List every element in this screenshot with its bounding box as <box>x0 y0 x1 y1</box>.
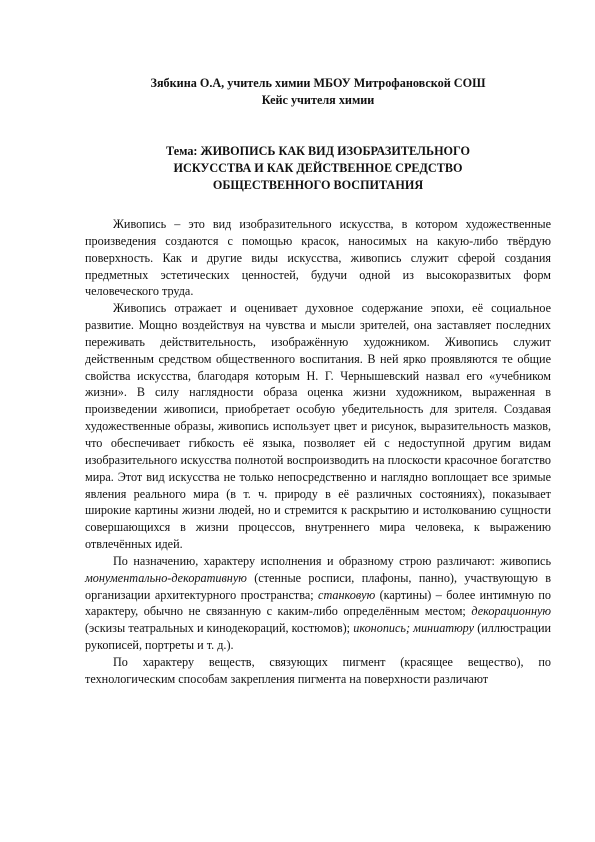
term-monumental: монументально-декоративную <box>85 570 247 585</box>
paragraph-1: Живопись – это вид изобразительного искусства, в котором художественные произведения создаются с помощью красок, наносимых на какую-либо твёрдую поверхность. Как и другие виды искусства, живопись служит сферой создания предметных эстетических ценностей, будучи одной из высокоразвитых форм человеческого труда. <box>85 217 551 299</box>
term-easel: станковую <box>318 587 376 602</box>
document-body <box>85 216 551 688</box>
title-line-3: ОБЩЕСТВЕННОГО ВОСПИТАНИЯ <box>212 178 424 192</box>
title-line-2: ИСКУССТВА И КАК ДЕЙСТВЕННОЕ СРЕДСТВО <box>173 161 463 175</box>
paragraph-4: По характеру веществ, связующих пигмент (красящее вещество), по технологическим способам закрепления пигмента на поверхности различают <box>85 654 551 686</box>
document-title <box>85 143 551 194</box>
paragraph-3 <box>85 553 551 654</box>
paragraph-3-text-2: (стенные росписи, плафоны, панно), участвующую в организации архитектурного пространства; <box>85 570 551 602</box>
document-subtitle: Кейс учителя химии <box>261 93 375 107</box>
title-line-1: Тема: ЖИВОПИСЬ КАК ВИД ИЗОБРАЗИТЕЛЬНОГО <box>166 144 470 158</box>
paragraph-3-text-1: По назначению, характеру исполнения и образному строю различают: живопись <box>113 553 551 568</box>
paragraph-2: Живопись отражает и оценивает духовное содержание эпохи, её социальное развитие. Мощно воздействуя на чувства и мысли зрителей, она заставляет последних переживать действительность, изображённую художником. Живопись служит действенным средством общественного воспитания. В ней ярко проявляются те общие свойства искусства, благодаря которым Н. Г. Чернышевский назвал его «учебником жизни». В силу наглядности образа оценка жизни художником, выраженная в произведении живописи, приобретает особую убедительность для зрителя. Создавая художественные образы, живопись использует цвет и рисунок, выразительность мазков, что обеспечивает гибкость её языка, позволяет ей с недоступной другим видам изобразительного искусства полнотой воспроизводить на плоскости красочное богатство мира. Этот вид искусства не только непосредственно и наглядно воплощает все зримые явления реального мира (в т. ч. природу в её различных состояниях), показывает широкие картины жизни людей, но и стремится к раскрытию и истолкованию сущности совершающихся в жизни процессов, внутреннего мира человека, к выражению отвлечённых идей. <box>85 301 551 552</box>
term-icon-miniature: иконопись; миниатюру <box>353 621 475 636</box>
paragraph-3-text-4: (эскизы театральных и кинодекораций, костюмов); <box>85 621 354 636</box>
term-decorative: декорационную <box>471 604 551 619</box>
paragraph-3-text-3: (картины) – более интимную по характеру, обычно не связанную с каким-либо определённым местом; <box>85 587 551 619</box>
paragraph-3-text-5: (иллюстрации рукописей, портреты и т. д.). <box>85 621 552 653</box>
author-line: Зябкина О.А, учитель химии МБОУ Митрофановской СОШ <box>150 76 486 90</box>
